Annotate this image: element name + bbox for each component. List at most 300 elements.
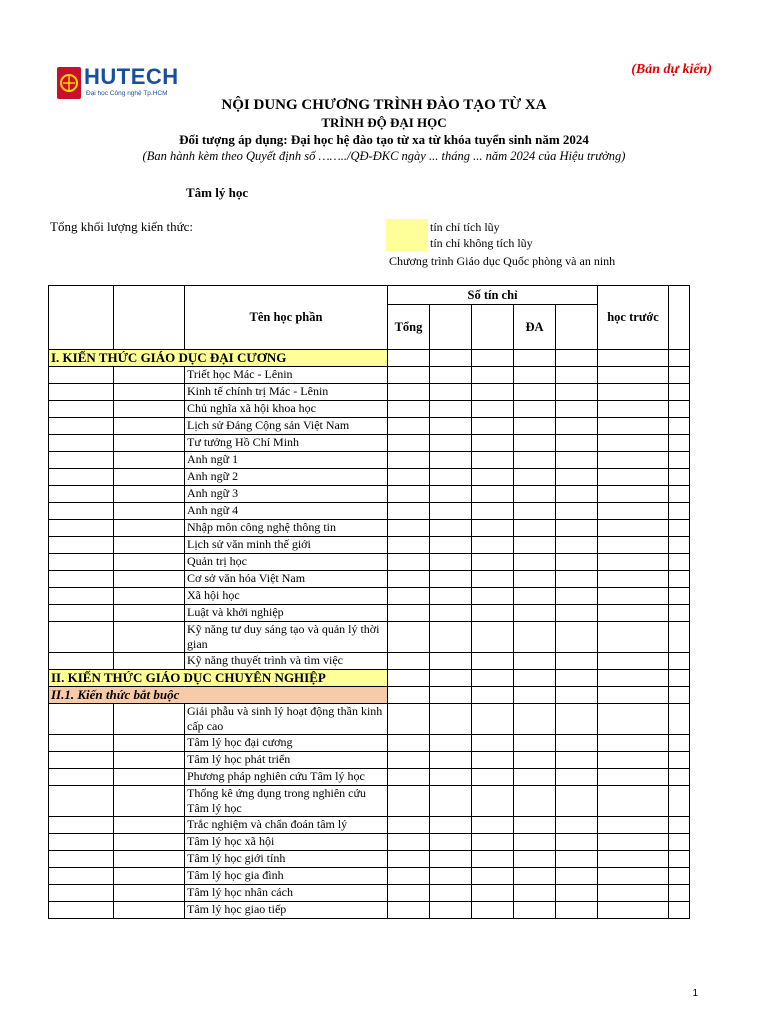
table-cell: [556, 735, 598, 752]
table-cell: [114, 605, 185, 622]
table-cell: [514, 735, 556, 752]
table-cell: [388, 401, 430, 418]
table-cell: [669, 817, 690, 834]
table-cell: [514, 401, 556, 418]
table-cell: [472, 902, 514, 919]
course-name: Tâm lý học nhân cách: [185, 885, 388, 902]
table-cell: [388, 503, 430, 520]
table-cell: [514, 868, 556, 885]
table-cell: [556, 384, 598, 401]
table-cell: [49, 605, 114, 622]
table-cell: [598, 384, 669, 401]
table-cell: [514, 851, 556, 868]
course-row: [49, 503, 690, 520]
section-general-education-label: I. KIẾN THỨC GIÁO DỤC ĐẠI CƯƠNG: [49, 350, 388, 367]
table-cell: [598, 571, 669, 588]
table-cell: [430, 367, 472, 384]
table-cell: [669, 469, 690, 486]
table-cell: [669, 486, 690, 503]
table-cell: [49, 401, 114, 418]
course-name: Triết học Mác - Lênin: [185, 367, 388, 384]
table-cell: [114, 885, 185, 902]
table-cell: [669, 452, 690, 469]
table-cell: [49, 384, 114, 401]
table-cell: [430, 687, 472, 704]
course-name: Tâm lý học giao tiếp: [185, 902, 388, 919]
table-cell: [430, 605, 472, 622]
decree-note: (Ban hành kèm theo Quyết định số ……../QĐ-ĐKC ngày ... tháng ... năm 2024 của Hiệu trưởng): [142, 149, 626, 163]
table-cell: [514, 571, 556, 588]
table-cell: [388, 687, 430, 704]
table-cell: [472, 384, 514, 401]
table-cell: [556, 902, 598, 919]
table-cell: [430, 503, 472, 520]
table-cell: [472, 469, 514, 486]
table-cell: [472, 868, 514, 885]
course-row: [49, 653, 690, 670]
course-name: Kỹ năng tư duy sáng tạo và quản lý thời gian: [185, 622, 388, 653]
table-cell: [514, 769, 556, 786]
table-cell: [669, 834, 690, 851]
table-cell: [472, 653, 514, 670]
table-header-row: [49, 286, 690, 305]
table-cell: [49, 435, 114, 452]
course-name: Tâm lý học xã hội: [185, 834, 388, 851]
table-cell: [388, 486, 430, 503]
table-cell: [49, 786, 114, 817]
table-cell: [669, 653, 690, 670]
table-cell: [114, 834, 185, 851]
course-row: [49, 902, 690, 919]
course-row: [49, 554, 690, 571]
table-cell: [430, 350, 472, 367]
table-cell: [556, 687, 598, 704]
table-cell: [472, 885, 514, 902]
table-cell: [556, 469, 598, 486]
table-cell: [114, 622, 185, 653]
table-cell: [669, 588, 690, 605]
table-cell: [669, 435, 690, 452]
course-row: [49, 435, 690, 452]
course-row: [49, 605, 690, 622]
course-row: [49, 588, 690, 605]
table-cell: [669, 735, 690, 752]
table-cell: [514, 834, 556, 851]
table-cell: [598, 704, 669, 735]
table-cell: [114, 735, 185, 752]
table-cell: [669, 384, 690, 401]
table-cell: [556, 605, 598, 622]
table-cell: [114, 435, 185, 452]
table-cell: [669, 885, 690, 902]
course-row: [49, 486, 690, 503]
table-cell: [514, 704, 556, 735]
table-cell: [430, 452, 472, 469]
table-cell: [49, 503, 114, 520]
table-cell: [430, 670, 472, 687]
course-name: Kinh tế chính trị Mác - Lênin: [185, 384, 388, 401]
subsection-required-knowledge-label: II.1. Kiến thức bắt buộc: [49, 687, 388, 704]
header-cell: [430, 305, 472, 350]
table-cell: [388, 469, 430, 486]
table-cell: [598, 902, 669, 919]
table-cell: [430, 786, 472, 817]
course-name: Lịch sử Đảng Cộng sản Việt Nam: [185, 418, 388, 435]
course-name: Cơ sở văn hóa Việt Nam: [185, 571, 388, 588]
table-cell: [430, 752, 472, 769]
header-cell: [49, 286, 114, 350]
table-cell: [598, 735, 669, 752]
table-cell: [388, 902, 430, 919]
table-cell: [514, 752, 556, 769]
table-cell: [114, 367, 185, 384]
course-row: [49, 537, 690, 554]
table-cell: [598, 418, 669, 435]
table-cell: [556, 367, 598, 384]
course-name: Xã hội học: [185, 588, 388, 605]
table-cell: [49, 537, 114, 554]
table-cell: [388, 885, 430, 902]
table-cell: [49, 868, 114, 885]
table-cell: [114, 902, 185, 919]
table-cell: [388, 868, 430, 885]
course-row: [49, 817, 690, 834]
table-cell: [669, 670, 690, 687]
table-cell: [598, 588, 669, 605]
table-cell: [556, 885, 598, 902]
table-cell: [514, 554, 556, 571]
course-row: [49, 735, 690, 752]
table-cell: [114, 418, 185, 435]
table-cell: [114, 469, 185, 486]
accumulated-credits-label: tín chỉ tích lũy: [430, 220, 500, 234]
course-row: [49, 786, 690, 817]
table-cell: [472, 704, 514, 735]
table-cell: [472, 503, 514, 520]
table-cell: [556, 670, 598, 687]
table-cell: [430, 769, 472, 786]
table-cell: [472, 537, 514, 554]
course-row: [49, 868, 690, 885]
table-cell: [114, 520, 185, 537]
table-cell: [598, 435, 669, 452]
table-cell: [388, 704, 430, 735]
defense-program-label: Chương trình Giáo dục Quốc phòng và an ninh: [389, 254, 616, 268]
table-cell: [514, 622, 556, 653]
course-row: [49, 769, 690, 786]
table-cell: [388, 588, 430, 605]
table-cell: [430, 401, 472, 418]
header-cell: [669, 286, 690, 350]
table-cell: [388, 452, 430, 469]
table-cell: [598, 486, 669, 503]
table-cell: [49, 520, 114, 537]
table-cell: [114, 537, 185, 554]
education-level: TRÌNH ĐỘ ĐẠI HỌC: [321, 115, 447, 130]
course-name: Phương pháp nghiên cứu Tâm lý học: [185, 769, 388, 786]
course-name: Tâm lý học đại cương: [185, 735, 388, 752]
table-cell: [669, 350, 690, 367]
table-cell: [598, 401, 669, 418]
course-row: [49, 704, 690, 735]
table-cell: [514, 817, 556, 834]
table-cell: [430, 384, 472, 401]
table-cell: [598, 817, 669, 834]
course-row: [49, 401, 690, 418]
table-cell: [388, 418, 430, 435]
course-name: Tâm lý học gia đình: [185, 868, 388, 885]
table-cell: [430, 902, 472, 919]
table-cell: [114, 384, 185, 401]
table-cell: [49, 469, 114, 486]
table-cell: [114, 786, 185, 817]
table-cell: [669, 687, 690, 704]
table-cell: [669, 902, 690, 919]
course-name: Anh ngữ 1: [185, 452, 388, 469]
table-cell: [430, 554, 472, 571]
table-cell: [388, 735, 430, 752]
table-cell: [598, 834, 669, 851]
header-cell: [114, 286, 185, 350]
table-cell: [430, 520, 472, 537]
course-name: Trắc nghiệm và chẩn đoán tâm lý: [185, 817, 388, 834]
course-name: Tư tưởng Hồ Chí Minh: [185, 435, 388, 452]
document-title: NỘI DUNG CHƯƠNG TRÌNH ĐÀO TẠO TỪ XA: [221, 97, 547, 113]
table-cell: [598, 786, 669, 817]
course-row: [49, 834, 690, 851]
university-crest-icon: [56, 66, 82, 100]
table-cell: [556, 817, 598, 834]
table-cell: [388, 769, 430, 786]
table-cell: [556, 786, 598, 817]
table-cell: [430, 817, 472, 834]
table-cell: [49, 834, 114, 851]
page-number: 1: [692, 988, 698, 999]
table-cell: [472, 401, 514, 418]
table-cell: [388, 834, 430, 851]
table-cell: [556, 571, 598, 588]
course-name: Kỹ năng thuyết trình và tìm việc: [185, 653, 388, 670]
table-cell: [556, 622, 598, 653]
table-cell: [49, 817, 114, 834]
course-row: [49, 885, 690, 902]
course-row: [49, 622, 690, 653]
table-cell: [514, 486, 556, 503]
table-cell: [598, 452, 669, 469]
table-cell: [49, 851, 114, 868]
table-cell: [598, 769, 669, 786]
course-row: [49, 367, 690, 384]
course-name: Tâm lý học phát triển: [185, 752, 388, 769]
table-cell: [514, 885, 556, 902]
course-row: [49, 384, 690, 401]
section-professional-education-label: II. KIẾN THỨC GIÁO DỤC CHUYÊN NGHIỆP: [49, 670, 388, 687]
table-cell: [430, 868, 472, 885]
table-cell: [388, 554, 430, 571]
table-cell: [114, 401, 185, 418]
table-cell: [598, 653, 669, 670]
table-cell: [430, 704, 472, 735]
table-cell: [514, 384, 556, 401]
accumulated-credits-field: [386, 219, 428, 236]
table-cell: [49, 588, 114, 605]
table-cell: [472, 670, 514, 687]
table-cell: [49, 367, 114, 384]
logo-brand: HUTECH: [84, 64, 179, 89]
non-accumulated-credits-label: tín chỉ không tích lũy: [430, 236, 533, 250]
section-professional-education: [49, 670, 690, 687]
table-cell: [598, 554, 669, 571]
table-cell: [388, 670, 430, 687]
table-cell: [49, 653, 114, 670]
table-cell: [598, 670, 669, 687]
table-cell: [430, 834, 472, 851]
course-name: Anh ngữ 4: [185, 503, 388, 520]
table-cell: [472, 520, 514, 537]
table-cell: [430, 418, 472, 435]
table-cell: [598, 605, 669, 622]
table-cell: [556, 418, 598, 435]
table-cell: [114, 653, 185, 670]
table-cell: [114, 588, 185, 605]
table-cell: [430, 622, 472, 653]
table-cell: [556, 769, 598, 786]
total-credits-header: Tổng: [388, 305, 430, 350]
table-cell: [49, 902, 114, 919]
table-cell: [556, 435, 598, 452]
curriculum-table: [48, 285, 690, 919]
table-cell: [514, 786, 556, 817]
table-cell: [598, 885, 669, 902]
table-cell: [430, 469, 472, 486]
table-cell: [669, 418, 690, 435]
table-cell: [514, 469, 556, 486]
major-name: Tâm lý học: [186, 185, 249, 200]
table-cell: [472, 752, 514, 769]
table-cell: [514, 902, 556, 919]
credits-group-header: Số tín chỉ: [388, 286, 598, 305]
table-cell: [598, 622, 669, 653]
table-cell: [556, 401, 598, 418]
table-cell: [49, 571, 114, 588]
table-cell: [669, 605, 690, 622]
table-cell: [556, 752, 598, 769]
table-cell: [472, 418, 514, 435]
table-cell: [430, 885, 472, 902]
table-cell: [472, 486, 514, 503]
course-name: Anh ngữ 3: [185, 486, 388, 503]
table-cell: [114, 868, 185, 885]
table-cell: [114, 817, 185, 834]
non-accumulated-credits-field: [386, 236, 428, 251]
course-row: [49, 851, 690, 868]
table-cell: [514, 653, 556, 670]
table-cell: [598, 469, 669, 486]
table-cell: [669, 786, 690, 817]
table-cell: [388, 786, 430, 817]
table-cell: [388, 851, 430, 868]
table-cell: [556, 653, 598, 670]
table-cell: [669, 769, 690, 786]
table-cell: [388, 571, 430, 588]
table-cell: [114, 486, 185, 503]
course-row: [49, 418, 690, 435]
course-row: [49, 469, 690, 486]
header-cell: [472, 305, 514, 350]
table-cell: [388, 350, 430, 367]
table-cell: [669, 367, 690, 384]
table-cell: [430, 571, 472, 588]
table-cell: [49, 486, 114, 503]
table-cell: [669, 401, 690, 418]
table-cell: [114, 851, 185, 868]
table-cell: [114, 571, 185, 588]
table-cell: [388, 367, 430, 384]
table-cell: [388, 605, 430, 622]
course-name-header: Tên học phần: [185, 286, 388, 350]
table-cell: [430, 537, 472, 554]
table-cell: [472, 851, 514, 868]
table-cell: [472, 817, 514, 834]
table-cell: [49, 769, 114, 786]
draft-label: (Bản dự kiến): [631, 62, 712, 77]
table-cell: [388, 817, 430, 834]
table-cell: [114, 704, 185, 735]
table-cell: [430, 588, 472, 605]
course-row: [49, 520, 690, 537]
course-name: Nhập môn công nghệ thông tin: [185, 520, 388, 537]
table-cell: [472, 571, 514, 588]
table-cell: [472, 605, 514, 622]
table-cell: [472, 834, 514, 851]
table-cell: [430, 435, 472, 452]
logo-tagline: Đại học Công nghệ Tp.HCM: [86, 90, 168, 97]
table-cell: [514, 418, 556, 435]
table-cell: [49, 418, 114, 435]
table-cell: [514, 605, 556, 622]
prerequisite-header: học trước: [598, 286, 669, 350]
table-cell: [472, 622, 514, 653]
table-cell: [514, 537, 556, 554]
table-cell: [598, 687, 669, 704]
course-name: Lịch sử văn minh thế giới: [185, 537, 388, 554]
table-cell: [472, 735, 514, 752]
table-cell: [49, 452, 114, 469]
table-cell: [388, 384, 430, 401]
table-cell: [430, 486, 472, 503]
table-cell: [49, 704, 114, 735]
table-cell: [514, 588, 556, 605]
table-cell: [598, 752, 669, 769]
table-cell: [598, 868, 669, 885]
table-cell: [598, 367, 669, 384]
table-cell: [49, 885, 114, 902]
table-cell: [669, 851, 690, 868]
table-cell: [598, 851, 669, 868]
course-row: [49, 571, 690, 588]
table-cell: [556, 486, 598, 503]
course-name: Tâm lý học giới tính: [185, 851, 388, 868]
table-cell: [472, 554, 514, 571]
table-cell: [114, 503, 185, 520]
table-cell: [514, 670, 556, 687]
table-cell: [598, 350, 669, 367]
table-cell: [556, 588, 598, 605]
course-name: Anh ngữ 2: [185, 469, 388, 486]
table-cell: [49, 622, 114, 653]
table-cell: [514, 367, 556, 384]
table-cell: [388, 435, 430, 452]
